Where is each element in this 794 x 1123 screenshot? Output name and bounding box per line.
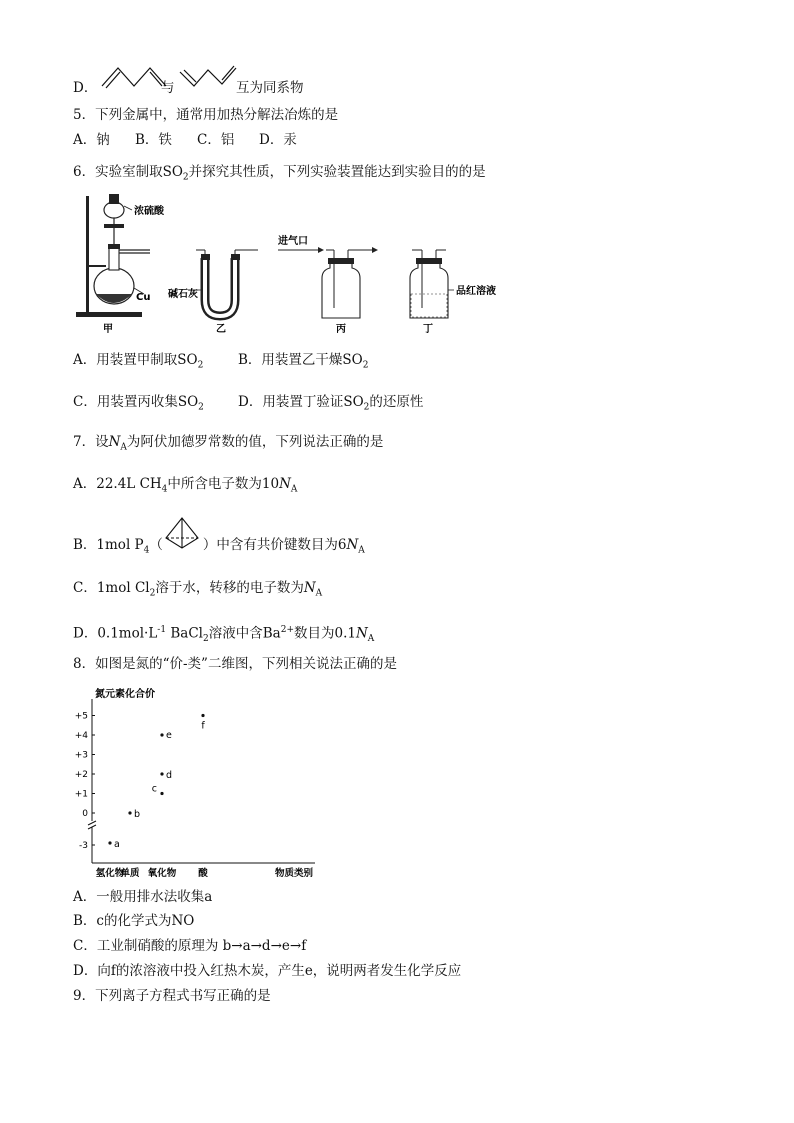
q7-option-b bbox=[73, 536, 365, 560]
q6-option-d-post: 的还原性 bbox=[369, 394, 424, 410]
avogadro-subscript: A bbox=[358, 545, 365, 556]
y-axis-label: 氮元素化合价 bbox=[95, 689, 155, 700]
avogadro-symbol: N bbox=[108, 434, 121, 450]
q7-d-sub: 2 bbox=[203, 634, 209, 645]
x-category-label: 酸 bbox=[198, 868, 208, 879]
p4-tetrahedron-icon bbox=[162, 516, 202, 552]
data-point-label-d: d bbox=[166, 770, 173, 781]
avogadro-symbol: N bbox=[303, 580, 316, 596]
x-category-label: 氢化物 bbox=[95, 868, 125, 879]
q7-a-pre: A．22.4L CH bbox=[73, 476, 162, 492]
so2-subscript: 2 bbox=[363, 402, 370, 413]
q8-option-d: D．向f的浓溶液中投入红热木炭，产生e，说明两者发生化学反应 bbox=[73, 963, 462, 979]
q5-option-b: B．铁 bbox=[135, 132, 172, 148]
so2-subscript: 2 bbox=[197, 360, 204, 371]
y-tick-label: +4 bbox=[74, 731, 88, 741]
data-point-d bbox=[160, 772, 163, 775]
apparatus-ding bbox=[410, 250, 454, 318]
q7-a-post: 中所含电子数为10 bbox=[167, 476, 280, 492]
q5-option-d: D．汞 bbox=[259, 132, 297, 148]
q7-b-post: ）中含有共价键数目为6 bbox=[202, 537, 347, 553]
so2-subscript: 2 bbox=[362, 360, 369, 371]
q7-b-pre: B．1mol P bbox=[73, 537, 144, 553]
q7-a-sub: 4 bbox=[161, 484, 168, 495]
q7-d-mid2: 溶液中含Ba bbox=[208, 625, 281, 642]
data-point-e bbox=[160, 733, 163, 736]
q6-options-ab bbox=[73, 351, 368, 375]
copper-label: Cu bbox=[136, 292, 151, 303]
x-category-label: 氧化物 bbox=[147, 868, 177, 879]
q5-options bbox=[73, 131, 297, 149]
apparatus-bing bbox=[277, 234, 378, 318]
q4-and-text: 与 bbox=[161, 80, 175, 96]
q7-c-post: 溶于水，转移的电子数为 bbox=[155, 580, 304, 596]
axis-break-mark bbox=[88, 821, 96, 825]
q7-d-sup2: 2+ bbox=[280, 625, 294, 635]
q7-stem-pre: 7．设 bbox=[73, 434, 109, 450]
q4-option-d bbox=[73, 79, 97, 97]
apparatus-figure bbox=[70, 190, 510, 340]
soda-lime-label: 碱石灰 bbox=[168, 289, 198, 300]
apparatus-name-bing: 丙 bbox=[336, 324, 346, 335]
q8-option-c: C．工业制硝酸的原理为 b→a→d→e→f bbox=[73, 938, 307, 954]
data-point-c bbox=[160, 792, 163, 795]
q6-option-d-pre: D．用装置丁验证 bbox=[238, 394, 344, 410]
q6-stem bbox=[73, 163, 486, 187]
q7-c-pre: C．1mol Cl bbox=[73, 580, 150, 596]
data-point-label-c: c bbox=[151, 783, 157, 795]
q6-option-c bbox=[73, 393, 238, 417]
so2-subscript: 2 bbox=[182, 172, 189, 183]
q6-option-b-text: B．用装置乙干燥 bbox=[238, 352, 343, 368]
data-point-label-f: f bbox=[201, 720, 205, 732]
apparatus-name-ding: 丁 bbox=[423, 324, 433, 335]
q8-stem: 8．如图是氮的“价-类”二维图，下列相关说法正确的是 bbox=[73, 656, 397, 672]
y-tick-label: +5 bbox=[74, 711, 88, 722]
so2-formula: SO bbox=[177, 394, 199, 410]
apparatus-name-jia: 甲 bbox=[103, 324, 113, 335]
apparatus-name-yi: 乙 bbox=[216, 324, 226, 335]
so2-subscript: 2 bbox=[198, 402, 204, 413]
y-tick-label: +3 bbox=[74, 750, 88, 761]
q7-option-c bbox=[73, 579, 322, 603]
x-category-label: 单质 bbox=[120, 868, 140, 879]
q6-option-a bbox=[73, 351, 238, 375]
apparatus-yi bbox=[188, 250, 258, 316]
q4-tail-text: 互为同系物 bbox=[236, 80, 304, 96]
avogadro-symbol: N bbox=[346, 537, 359, 553]
q6-stem-post: 并探究其性质，下列实验装置能达到实验目的的是 bbox=[188, 164, 486, 180]
avogadro-symbol: N bbox=[355, 625, 368, 642]
q8-option-b: B．c的化学式为NO bbox=[73, 913, 195, 929]
q7-option-d bbox=[73, 621, 374, 648]
magenta-solution-label: 品红溶液 bbox=[456, 286, 496, 297]
conc-sulfuric-acid-label: 浓硫酸 bbox=[134, 206, 164, 217]
data-point-label-e: e bbox=[166, 730, 172, 741]
q6-option-d bbox=[238, 393, 423, 417]
so2-formula: SO bbox=[343, 394, 364, 410]
y-tick-label: +1 bbox=[74, 789, 88, 800]
option-label: D． bbox=[73, 80, 98, 96]
data-point-label-b: b bbox=[134, 809, 141, 820]
so2-formula: SO bbox=[342, 352, 363, 368]
data-point-b bbox=[128, 811, 131, 814]
diene-structure-1 bbox=[100, 62, 170, 90]
data-point-a bbox=[108, 841, 111, 844]
y-tick-label: +2 bbox=[74, 770, 88, 780]
so2-formula: SO bbox=[177, 352, 198, 368]
q7-c-sub: 2 bbox=[149, 588, 156, 599]
q7-d-pre: D．0.1mol·L bbox=[73, 625, 158, 642]
q5-option-c: C．铝 bbox=[197, 132, 235, 148]
q7-d-sup: -1 bbox=[157, 625, 167, 635]
q6-stem-pre: 6．实验室制取 bbox=[73, 164, 163, 180]
q7-option-a bbox=[73, 475, 297, 499]
q7-d-post: 数目为0.1 bbox=[294, 625, 356, 642]
q6-option-c-text: C．用装置丙收集 bbox=[73, 394, 178, 410]
valence-class-chart bbox=[70, 685, 330, 880]
data-point-f bbox=[201, 714, 204, 717]
avogadro-subscript: A bbox=[120, 442, 127, 453]
x-axis-label: 物质类别 bbox=[274, 868, 313, 879]
q7-stem bbox=[73, 433, 383, 457]
q5-stem: 5．下列金属中，通常用加热分解法冶炼的是 bbox=[73, 107, 339, 123]
avogadro-subscript: A bbox=[315, 588, 323, 599]
gas-inlet-label: 进气口 bbox=[278, 236, 308, 247]
avogadro-subscript: A bbox=[290, 484, 298, 495]
diene-structure-2 bbox=[178, 60, 238, 88]
q7-d-mid: BaCl bbox=[170, 625, 203, 642]
so2-formula: SO bbox=[162, 164, 183, 180]
data-point-label-a: a bbox=[114, 839, 120, 850]
avogadro-symbol: N bbox=[279, 476, 291, 492]
q9-stem: 9．下列离子方程式书写正确的是 bbox=[73, 988, 271, 1004]
q7-b-paren: （ bbox=[149, 537, 163, 553]
q6-option-a-text: A．用装置甲制取 bbox=[73, 352, 178, 368]
q8-option-a: A．一般用排水法收集a bbox=[73, 889, 213, 905]
q7-b-sub: 4 bbox=[143, 545, 150, 556]
q6-option-b bbox=[238, 351, 368, 375]
q6-options-cd bbox=[73, 393, 423, 417]
y-tick-label: 0 bbox=[82, 809, 88, 819]
y-tick-label: -3 bbox=[79, 841, 88, 851]
avogadro-subscript: A bbox=[367, 634, 375, 645]
q7-stem-post: 为阿伏加德罗常数的值，下列说法正确的是 bbox=[126, 434, 384, 450]
q5-option-a: A．钠 bbox=[73, 132, 110, 148]
